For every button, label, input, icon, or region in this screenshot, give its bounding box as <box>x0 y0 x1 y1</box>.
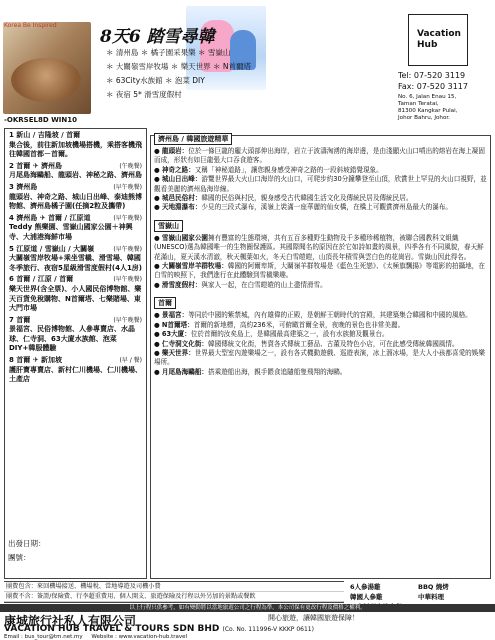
fee-excluded: 團費不含：簽證/保險費、行李超重費用、個人開支、旅遊保險及行程以外另加的景點或餐飲 <box>4 592 344 602</box>
address-line: Johor Bahru, Johor. <box>398 115 450 121</box>
highlight-item: ＊ 63City水族館 ＊ 泡菜 DIY <box>106 76 205 85</box>
company-name-cn: 康城旅行社私人有限公司 <box>4 614 137 628</box>
day-title: 7 首爾 <box>9 315 31 324</box>
attraction-text: 韓國的阿爾卑斯，大關嶺羊群牧場是《藍色生死戀》、《太極旗飄揚》等電影的拍攝地，在白雪的映照下，我們進行在此體驗到雪橇樂趣。 <box>154 262 485 280</box>
itinerary-day <box>5 273 146 313</box>
fee-info <box>4 581 344 603</box>
attraction-name: 63大廈： <box>161 330 191 339</box>
day-title: 8 首爾 ✈ 新加坡 <box>9 356 63 365</box>
contact-line <box>4 634 187 640</box>
attraction-name: 神奇之路： <box>161 165 195 174</box>
attraction-text: 又稱「神秘道路」，讓您親身感受神奇之路的一段斜坡錯覺現象。 <box>194 165 383 174</box>
departure-date-label: 出發日期： <box>8 539 46 548</box>
meal-badge: 中華料理 <box>418 593 444 601</box>
departure-info <box>4 537 147 565</box>
tel: Tel: 07-520 3119 <box>398 71 466 80</box>
day-meal: (早午晚餐) <box>113 245 142 253</box>
attraction-item: ● 龍頭岩：位於一條巨龍的龐大頭部伸出海岸，岩立于波濤洶湧的海岸邊，是由淺顯火山口噴出的熔岩在海上凝固而成，形狀有如巨龍張大口吞食遊客。 <box>154 147 485 165</box>
group-code-label: 團號： <box>8 553 31 562</box>
highlight-item: ＊ 夜宿 5* 滑雪度假村 <box>106 90 182 99</box>
highlight-item: ＊ 清州島 ＊ 橘子園采果樂 ＊ 雪嶽山 <box>106 48 231 57</box>
attraction-item: ● 景福宮：等同於中國的紫禁城，內有雄偉的正殿，是朝鮮王朝時代的宮殿，其建築集合韓國和中國的風格。 <box>154 311 472 320</box>
slogan: 開心旅遊，讓韓國旅遊保障！ <box>268 614 359 622</box>
day-title: 3 濟州島 <box>9 182 38 191</box>
tour-title: 8天6 踏雪尋韓 <box>100 27 215 47</box>
agency-logo <box>408 14 468 66</box>
address-line: Taman Teratai, <box>398 101 439 107</box>
attraction-name: 仁寺洞文化街： <box>161 339 209 348</box>
highlights-list <box>106 46 346 102</box>
attraction-item: ● 63大廈：位於首爾的汝矣島上，是韓國最高建築之一，設有水族館及觀景台。 <box>154 330 389 339</box>
meal-badge: BBQ 燒烤 <box>418 583 449 591</box>
itinerary-day <box>5 243 146 274</box>
attraction-name: 滑雪度假村： <box>161 280 202 289</box>
attraction-name: N首爾塔： <box>161 320 194 329</box>
attraction-text: 韓國的民俗與村民，親身感受古代韓國生活文化及傳統民居及傳統民居。 <box>201 194 413 203</box>
attraction-item: ● 雪嶽山國家公園擁有豐富的生態環境，共有五百多種野生動物及千多種珍稀植物，被聯合國教科文組織(UNESCO)選為韓國唯一的生物圈保護區。其國際聞名的原因在於它如詩如畫的風景，四季各有不同風貌，春天鮮花滿山，夏天溪水清澈，秋天楓葉如火，冬天白雪皚皚，山頂長年積雪與雲白色的花崗岩。雪嶽山因此得名。 <box>154 233 484 261</box>
attraction-name: 龍頭岩： <box>161 147 189 155</box>
attraction-name: 月尾島海鷗船： <box>161 367 209 376</box>
meal-badge: 韓國人參雞 <box>350 593 383 601</box>
section-tag: 雪嶽山 <box>154 220 183 232</box>
day-title: 5 江原道 / 雪嶽山 / 大關嶺 <box>9 244 95 253</box>
highlight-item: ＊ 大關嶺雪岸牧場 ＊ 樂天世界 ＊ N首爾塔 <box>106 62 252 71</box>
logo-line: Hub <box>417 40 438 50</box>
description-panel <box>150 126 491 377</box>
section-tag: 首爾 <box>154 297 176 309</box>
korea-logo: Korea Be Inspired <box>4 22 57 29</box>
itinerary-day <box>5 160 146 181</box>
attraction-item: ● 樂天世界：世界最大型室內遊樂場之一，設有各式機動遊戲、巡遊表演，冰上溜冰場，是大人小孩都喜愛的娛樂場所。 <box>154 348 485 367</box>
food-photo <box>3 22 91 114</box>
attraction-text: 位於首爾的汝矣島上，是韓國最高建築之一，設有水族館及觀景台。 <box>190 330 389 339</box>
attraction-text: 等同於中國的紫禁城，內有雄偉的正殿，是朝鮮王朝時代的宮殿，其建築集合韓國和中國的風格。 <box>188 311 472 320</box>
attraction-name: 景福宮： <box>161 311 189 320</box>
attraction-text: 位於一條巨龍的龐大頭部伸出海岸，岩立于波濤洶湧的海岸邊，是由淺顯火山口噴出的熔岩在海上凝固而成，形狀有如巨龍張大口吞食遊客。 <box>154 147 485 165</box>
day-body: 月尾島海鷗船、龍頭岩、神秘之路、濟州島 <box>9 171 142 180</box>
day-body: 護肝寶專賣店、新村仁川機場、仁川機場、土產店 <box>9 365 142 384</box>
phone-info <box>398 70 468 92</box>
attraction-text: 與家人一起，在白雪皚皚的山上盡情滑雪。 <box>201 280 327 289</box>
attraction-item: ● 滑雪度假村：與家人一起，在白雪皚皚的山上盡情滑雪。 <box>154 280 327 289</box>
day-title: 4 濟州島 ✈ 首爾 / 江原道 <box>9 213 91 222</box>
attraction-text: 韓國傳統文化街，售賣各式傳統工藝品、古董及特色小店，可在此感受傳統韓國風情。 <box>208 339 459 348</box>
attraction-item: ● 大關嶺雪岸羊群牧場：韓國的阿爾卑斯，大關嶺羊群牧場是《藍色生死戀》、《太極旗飄揚》等電影的拍攝地，在白雪的映照下，我們進行在此體驗到雪橇樂趣。 <box>154 262 485 280</box>
meal-badge: 6人參湯雞 <box>350 583 381 591</box>
attraction-name: 樂天世界： <box>161 348 195 357</box>
attraction-text: 少見的三段式瀑布，溪嶺上裝滿一座華麗的仙女橋，在橋上可觀賞濟州島最大的瀑布。 <box>201 203 452 212</box>
itinerary-day <box>5 314 146 354</box>
fee-included: 團費包含：來回機場接送、機場稅、當地導遊及司機小費 <box>4 582 344 592</box>
day-meal: (早 / 餐) <box>119 357 142 365</box>
attraction-name: 城山日出峰： <box>161 175 202 184</box>
day-meal: (早午晚餐) <box>113 316 142 324</box>
attraction-item: ● 天地淵瀑布：少見的三段式瀑布，溪嶺上裝滿一座華麗的仙女橋，在橋上可觀賞濟州島最大的瀑布。 <box>154 203 452 212</box>
itinerary-day <box>5 129 146 160</box>
day-body: 集合後，前往新加坡機場搭機，乘搭客機飛往韓國首都－首爾。 <box>9 140 142 159</box>
address-line: No. 6, Jalan Enau 15, <box>398 94 457 100</box>
itinerary-day <box>5 181 146 212</box>
day-title: 2 首爾 ✈ 濟州島 <box>9 161 63 170</box>
attraction-item: ● 城山日出峰：游覽世界最大火山口海岸的火山口，可爬步約30分鐘攀登至山頂，欣賞世上罕見的火山口視野，並觀看美麗的濟州島海岸線。 <box>154 175 487 193</box>
day-meal: (早午晚餐) <box>113 276 142 284</box>
attraction-item: ● 神奇之路：又稱「神秘道路」，讓您親身感受神奇之路的一段斜坡錯覺現象。 <box>154 165 383 174</box>
day-body: 樂天世界(含全票)、小人國民俗博物館、樂天百貨免稅購物、N首爾塔、七樂賭場、東大門市場 <box>9 284 142 313</box>
attraction-text: 游覽世界最大火山口海岸的火山口，可爬步約30分鐘攀登至山頂，欣賞世上罕見的火山口視野，並觀看美麗的濟州島海岸線。 <box>154 175 487 193</box>
logo-line: Vacation <box>417 29 461 39</box>
attraction-name: 大關嶺雪岸羊群牧場： <box>161 262 228 271</box>
day-body: 大關嶺雪岸牧場+乘坐雪橇、滑雪場、韓國冬季旅行、夜宿5星級滑雪度假村(4人1房) <box>9 254 143 272</box>
attraction-item: ● 月尾島海鷗船：搭乘遊船出海，親手餵食追隨船隻飛翔的海鷗。 <box>154 367 347 376</box>
day-meal: (早午晚餐) <box>113 214 142 222</box>
day-meal: (早午晚餐) <box>113 183 142 191</box>
address-line: 81300 Kangkar Pulai, <box>398 108 458 114</box>
fax: Fax: 07-520 3117 <box>398 82 468 91</box>
tour-code: -OKRSEL8D WIN10 <box>4 116 77 124</box>
attraction-name: 天地淵瀑布： <box>161 203 202 212</box>
day-body: Teddy 熊樂園、雪嶽山國家公園＋神興寺、大浦港海鮮市場 <box>9 223 133 241</box>
company-name-en <box>4 624 314 634</box>
attraction-item: ● 仁寺洞文化街：韓國傳統文化街，售賣各式傳統工藝品、古董及特色小店，可在此感受傳統韓國風情。 <box>154 339 459 348</box>
day-title: 1 新山 / 吉隆坡 / 首爾 <box>9 131 81 139</box>
disclaimer-strip: 以上行程只供參考，如有變動將以當地旅遊公司之行程為準。本公司保有更改行程及價格之權利。 <box>0 604 495 612</box>
attraction-name: 雪嶽山國家公園 <box>161 233 209 242</box>
attraction-item: ● 城邑民俗村：韓國的民俗與村民，親身感受古代韓國生活文化及傳統民居及傳統民居。 <box>154 194 413 203</box>
itinerary-day <box>5 212 146 243</box>
email-link[interactable]: Email : bus_tour@tm.net.my <box>4 634 83 640</box>
attraction-item: ● N首爾塔：首爾的新地標，高約236米，可俯瞰首爾全景，夜晚的景色也非常美麗。 <box>154 320 405 329</box>
company-name-en-text: VACATION HUB TRAVEL & TOURS SDN BHD <box>4 624 220 634</box>
section-tag: 濟州島 / 韓國旅遊精華 <box>154 133 232 145</box>
day-title: 6 首爾 / 江原 / 首爾 <box>9 275 74 284</box>
attraction-name: 城邑民俗村： <box>161 194 202 203</box>
attraction-text: 擁有豐富的生態環境，共有五百多種野生動物及千多種珍稀植物，被聯合國教科文組織(UNESCO)選為韓國唯一的生物圈保護區。其國際聞名的原因在於它如詩如畫的風景，四季各有不同風貌，春天鮮花滿山，夏天溪水清澈，秋天楓葉如火，冬天白雪皚皚，山頂長年積雪與雲白色的花崗岩。雪嶽山因此得名。 <box>154 233 484 261</box>
day-body: 景福宮、民俗博物館、人參專賣店、水晶球、仁寺洞、63大廈水族館、泡菜DIY+韓服體驗 <box>9 325 135 353</box>
itinerary-day <box>5 354 146 385</box>
address <box>398 94 457 122</box>
day-meal: (午晚餐) <box>119 162 142 170</box>
attraction-text: 首爾的新地標，高約236米，可俯瞰首爾全景，夜晚的景色也非常美麗。 <box>193 320 405 329</box>
website-link[interactable]: Website : www.vacation-hub.travel <box>91 634 188 640</box>
day-body: 龍頭岩、神奇之路、城山日出峰、泰迪熊博物館、濟州島橘子園(任摘2粒及攜帶) <box>9 192 142 211</box>
company-reg: (Co. No. 111996-V KKKP 0611) <box>222 626 314 633</box>
attraction-text: 世界最大型室內遊樂場之一，設有各式機動遊戲、巡遊表演，冰上溜冰場，是大人小孩都喜愛的娛樂場所。 <box>154 348 485 367</box>
itinerary-panel <box>4 128 147 579</box>
attraction-text: 搭乘遊船出海，親手餵食追隨船隻飛翔的海鷗。 <box>208 367 347 376</box>
